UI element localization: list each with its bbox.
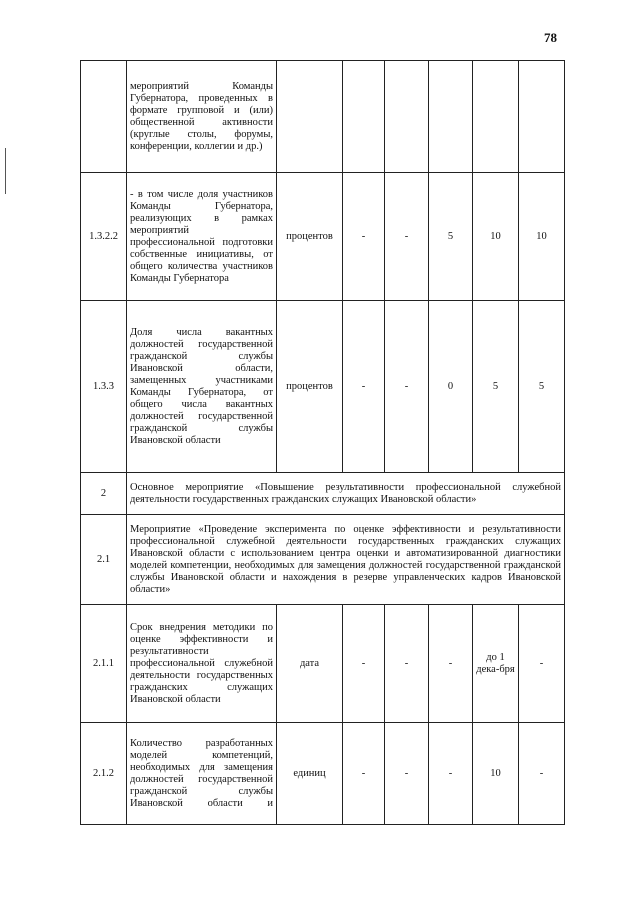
row-number: 1.3.3 (81, 301, 127, 473)
activity-title: Мероприятие «Проведение эксперимента по оценке эффективности и результативности профессиональной служебной деятельности государственных гражданских служащих Ивановской области с использованием центра оценки и автоматизированной диагностики моделей компетенции, необходимых для замещения должностей государственной гражданской службы Ивановской области и нахождения в резерве управленческих кадров Ивановской области» (127, 515, 565, 605)
value-cell: - (519, 723, 565, 825)
value-cell: - (385, 301, 429, 473)
indicator-name: Доля числа вакантных должностей государственной гражданской службы Ивановской области, замещенных участниками Команды Губернатора, от общего числа вакантных должностей государственной гражданской службы Ивановской области (127, 301, 277, 473)
value-cell: - (385, 723, 429, 825)
row-number: 1.3.2.2 (81, 173, 127, 301)
indicator-name: Срок внедрения методики по оценке эффективности и результативности профессиональной служебной деятельности государственных гражданских служащих Ивановской области (127, 605, 277, 723)
value-cell (473, 61, 519, 173)
value-cell: 10 (519, 173, 565, 301)
table-row (81, 173, 565, 301)
value-cell (519, 61, 565, 173)
main-activity-title: Основное мероприятие «Повышение результативности профессиональной служебной деятельности государственных гражданских служащих Ивановской области» (127, 473, 565, 515)
value-cell: - (385, 605, 429, 723)
value-cell: - (385, 173, 429, 301)
row-number (81, 61, 127, 173)
table-row (81, 515, 565, 605)
value-cell: 5 (473, 301, 519, 473)
value-cell: 10 (473, 173, 519, 301)
page-number: 78 (544, 30, 557, 45)
table-row (81, 605, 565, 723)
row-number: 2.1.2 (81, 723, 127, 825)
unit-cell (277, 61, 343, 173)
table-row (81, 723, 565, 825)
row-number: 2 (81, 473, 127, 515)
indicator-name: - в том числе доля участников Команды Губернатора, реализующих в рамках мероприятий профессиональной подготовки собственные инициативы, от общего количества участников Команды Губернатора (127, 173, 277, 301)
unit-cell: дата (277, 605, 343, 723)
indicator-name: мероприятий Команды Губернатора, проведенных в формате групповой и (или) общественной активности (круглые столы, форумы, конференции, коллегии и др.) (127, 61, 277, 173)
value-cell: 10 (473, 723, 519, 825)
value-cell: - (343, 605, 385, 723)
value-cell: - (519, 605, 565, 723)
indicators-table (80, 60, 565, 825)
indicator-name: Количество разработанных моделей компетенций, необходимых для замещения должностей государственной гражданской службы Ивановской области и (127, 723, 277, 825)
value-cell: - (343, 723, 385, 825)
value-cell (473, 605, 519, 723)
table-row (81, 61, 565, 173)
row-number: 2.1 (81, 515, 127, 605)
value-cell (429, 61, 473, 173)
value-cell: - (429, 723, 473, 825)
value-cell: - (343, 301, 385, 473)
deadline-value: до 1 дека-бря (476, 651, 515, 675)
value-cell: 5 (519, 301, 565, 473)
value-cell: - (343, 173, 385, 301)
value-cell (343, 61, 385, 173)
row-number: 2.1.1 (81, 605, 127, 723)
table-row (81, 473, 565, 515)
value-cell (385, 61, 429, 173)
unit-cell: единиц (277, 723, 343, 825)
unit-cell: процентов (277, 173, 343, 301)
value-cell: 5 (429, 173, 473, 301)
margin-mark (5, 148, 6, 194)
unit-cell: процентов (277, 301, 343, 473)
value-cell: 0 (429, 301, 473, 473)
table-row (81, 301, 565, 473)
value-cell: - (429, 605, 473, 723)
